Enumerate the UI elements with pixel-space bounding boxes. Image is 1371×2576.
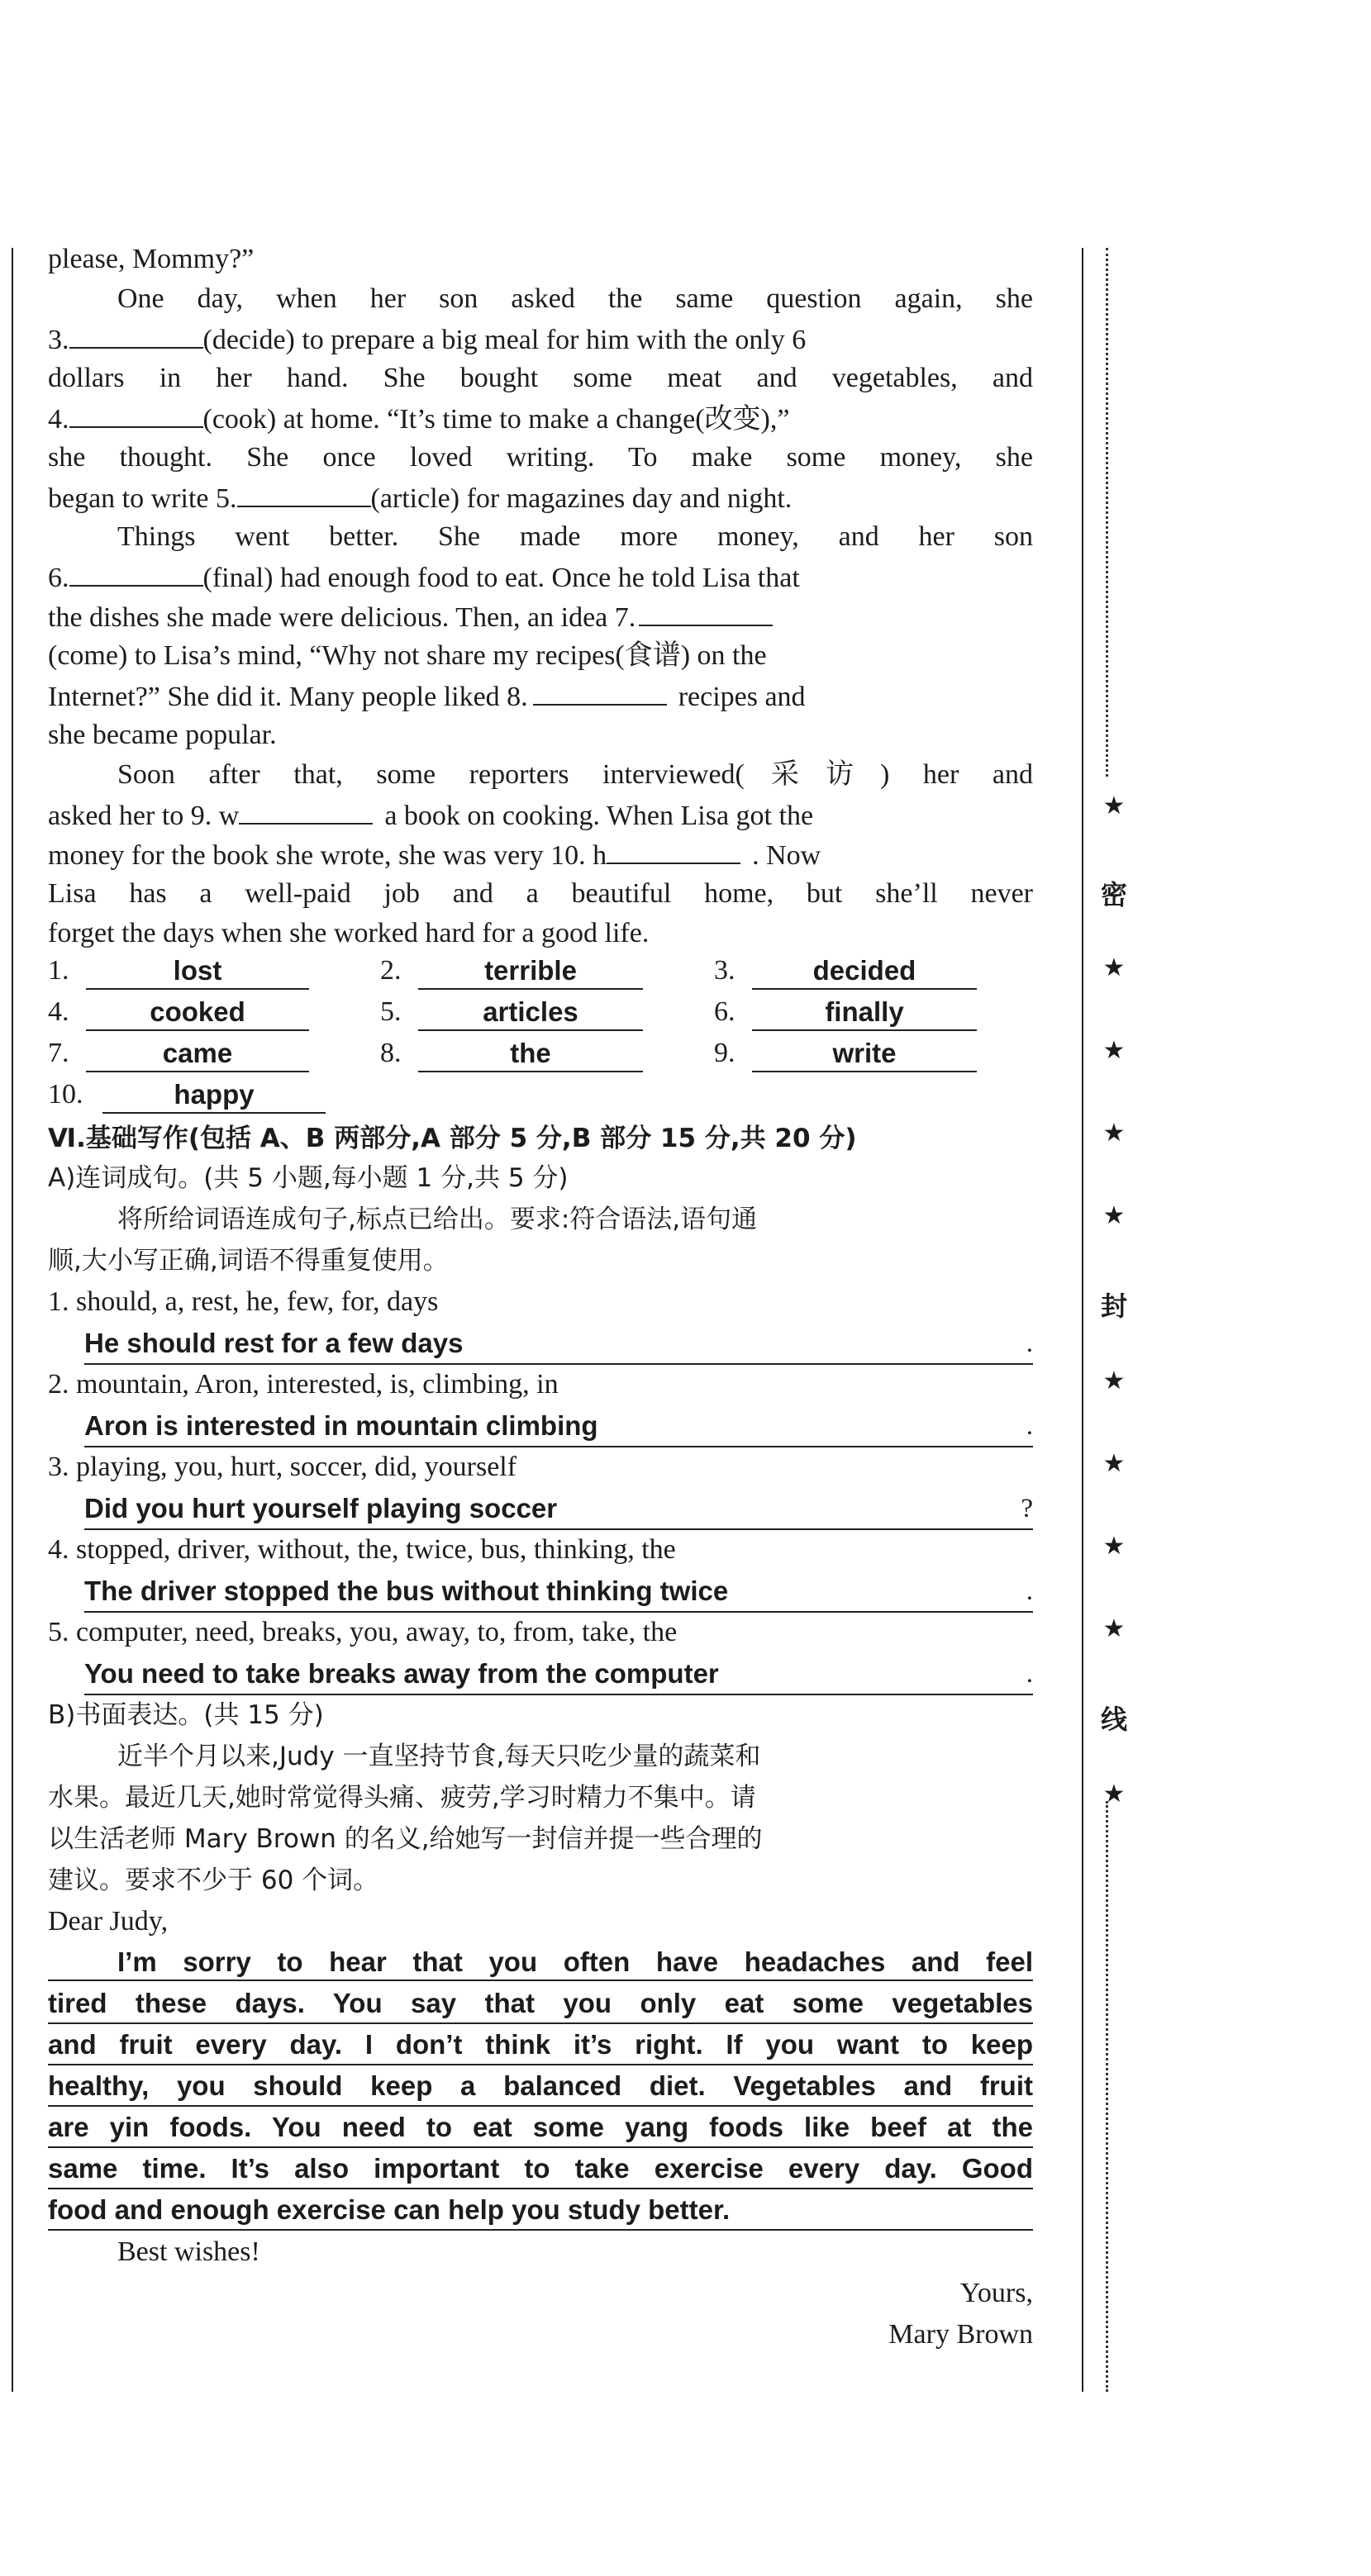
- letter-line: tired these days. You say that you only eat some vegetables: [48, 1983, 1033, 2024]
- blank-number: 6.: [48, 563, 69, 593]
- binding-mark-feng: 封: [1100, 1290, 1127, 1322]
- answer-number: 9.: [714, 1038, 735, 1068]
- question-answer: He should rest for a few days: [84, 1328, 464, 1358]
- star-icon: ★: [1102, 1201, 1126, 1230]
- blank-number: 3.: [48, 325, 69, 355]
- passage-line: One day, when her son asked the same question again, she: [117, 283, 1033, 314]
- passage-line: Soon after that, some reporters interviewed(采访) her and: [117, 759, 1033, 790]
- passage-text: money for the book she wrote, she was very 10. h: [48, 840, 607, 871]
- passage-line: she became popular.: [48, 720, 277, 750]
- letter-closing: Best wishes!: [117, 2236, 260, 2267]
- letter-line: same time. It’s also important to take exercise every day. Good: [48, 2148, 1033, 2189]
- blank-4: [69, 398, 203, 428]
- binding-dotted-line-bottom: [1106, 1801, 1108, 2392]
- right-border-line: [1082, 248, 1083, 2392]
- passage-line: [48, 319, 1033, 359]
- passage-text: recipes and: [678, 682, 806, 712]
- star-icon: ★: [1102, 1366, 1126, 1395]
- passage-line: [48, 557, 1033, 596]
- answer-box: lost: [86, 950, 309, 990]
- letter-line: and fruit every day. I don’t think it’s right. If you want to keep: [48, 2024, 1033, 2065]
- question-answer: You need to take breaks away from the computer: [84, 1658, 719, 1689]
- passage-text: Internet?” She did it. Many people liked 8.: [48, 682, 528, 712]
- star-icon: ★: [1102, 1780, 1126, 1808]
- answer-number: 1.: [48, 955, 69, 986]
- answer-box: decided: [752, 950, 977, 990]
- answer-box: happy: [102, 1074, 326, 1114]
- answer-number: 10.: [48, 1079, 83, 1110]
- question-answer: Did you hurt yourself playing soccer: [84, 1493, 558, 1523]
- answer-number: 5.: [380, 996, 402, 1027]
- answer-box: terrible: [418, 950, 643, 990]
- letter-line: are yin foods. You need to eat some yang foods like beef at the: [48, 2107, 1033, 2148]
- question-words: 4. stopped, driver, without, the, twice, bus, thinking, the: [48, 1534, 676, 1565]
- letter-greeting: Dear Judy,: [48, 1906, 169, 1937]
- passage-text: a book on cooking. When Lisa got the: [384, 801, 814, 831]
- blank-7: [639, 596, 773, 626]
- binding-dotted-line-top: [1106, 248, 1108, 777]
- letter-line: I’m sorry to hear that you often have headaches and feel: [48, 1942, 1033, 1981]
- question-answer-line: [84, 1322, 1033, 1365]
- star-icon: ★: [1102, 1532, 1126, 1561]
- blank-3: [69, 319, 203, 349]
- passage-line: (come) to Lisa’s mind, “Why not share my recipes(食谱) on the: [48, 640, 767, 671]
- passage-line: dollars in her hand. She bought some meat and vegetables, and: [48, 363, 1033, 393]
- star-icon: ★: [1102, 791, 1126, 820]
- binding-mark-mi: 密: [1100, 879, 1127, 910]
- passage-text: (article) for magazines day and night.: [370, 483, 793, 514]
- passage-text: . Now: [752, 840, 821, 871]
- part-b-prompt: 建议。要求不少于 60 个词。: [48, 1865, 379, 1895]
- passage-line: forget the days when she worked hard for a good life.: [48, 918, 650, 948]
- part-b-prompt: 近半个月以来,Judy 一直坚持节食,每天只吃少量的蔬菜和: [117, 1742, 761, 1771]
- answer-box: the: [418, 1033, 643, 1072]
- part-a-title: A)连词成句。(共 5 小题,每小题 1 分,共 5 分): [48, 1163, 569, 1193]
- question-words: 5. computer, need, breaks, you, away, to, from, take, the: [48, 1617, 678, 1647]
- passage-line: she thought. She once loved writing. To make some money, she: [48, 442, 1033, 473]
- question-answer-line: [84, 1570, 1033, 1613]
- answer-box: cooked: [86, 991, 309, 1031]
- star-icon: ★: [1102, 1036, 1126, 1065]
- question-punctuation: .: [1026, 1659, 1033, 1689]
- question-words: 3. playing, you, hurt, soccer, did, yourself: [48, 1452, 517, 1482]
- answer-row: [48, 950, 1033, 991]
- answer-box: write: [752, 1033, 977, 1072]
- answer-row: [48, 1074, 1033, 1115]
- question-answer: The driver stopped the bus without thinking twice: [84, 1576, 729, 1606]
- part-a-instruction: 顺,大小写正确,词语不得重复使用。: [48, 1246, 449, 1276]
- answer-number: 3.: [714, 955, 735, 986]
- answer-box: came: [86, 1033, 309, 1072]
- passage-text: (decide) to prepare a big meal for him with the only 6: [202, 325, 807, 355]
- part-b-prompt: 以生活老师 Mary Brown 的名义,给她写一封信并提一些合理的: [48, 1824, 763, 1854]
- passage-text: began to write 5.: [48, 483, 237, 514]
- blank-number: 4.: [48, 404, 69, 435]
- passage-line: [48, 478, 1033, 517]
- question-punctuation: .: [1026, 1328, 1033, 1358]
- question-answer-line: [84, 1404, 1033, 1447]
- question-words: 1. should, a, rest, he, few, for, days: [48, 1286, 439, 1317]
- question-punctuation: ?: [1021, 1494, 1033, 1523]
- question-punctuation: .: [1026, 1576, 1033, 1606]
- blank-9: [239, 795, 373, 825]
- question-punctuation: .: [1026, 1411, 1033, 1441]
- letter-line: healthy, you should keep a balanced diet. Vegetables and fruit: [48, 2065, 1033, 2107]
- passage-line: [48, 795, 1033, 834]
- passage-line: [48, 676, 1033, 715]
- part-b-prompt: 水果。最近几天,她时常觉得头痛、疲劳,学习时精力不集中。请: [48, 1783, 756, 1813]
- passage-text: the dishes she made were delicious. Then, an idea 7.: [48, 602, 636, 633]
- passage-line: [48, 834, 1033, 874]
- part-b-title: B)书面表达。(共 15 分): [48, 1700, 324, 1730]
- passage-line: [48, 596, 1033, 636]
- answer-number: 8.: [380, 1038, 402, 1068]
- part-a-instruction: 将所给词语连成句子,标点已给出。要求:符合语法,语句通: [117, 1205, 758, 1234]
- section-title: Ⅵ.基础写作(包括 A、B 两部分,A 部分 5 分,B 部分 15 分,共 20 分): [48, 1124, 857, 1153]
- answer-box: articles: [418, 991, 643, 1031]
- star-icon: ★: [1102, 953, 1126, 982]
- passage-line: Lisa has a well-paid job and a beautiful home, but she’ll never: [48, 878, 1033, 909]
- blank-5: [237, 478, 371, 507]
- binding-mark-xian: 线: [1100, 1704, 1127, 1735]
- passage-text: asked her to 9. w: [48, 801, 240, 831]
- star-icon: ★: [1102, 1119, 1126, 1148]
- left-border-line: [12, 248, 13, 2392]
- passage-line: Things went better. She made more money, and her son: [117, 521, 1033, 552]
- question-answer-line: [84, 1652, 1033, 1695]
- answer-number: 2.: [380, 955, 402, 986]
- blank-8: [533, 676, 667, 706]
- passage-text: (final) had enough food to eat. Once he told Lisa that: [202, 563, 800, 593]
- answer-number: 7.: [48, 1038, 69, 1068]
- answer-number: 4.: [48, 996, 69, 1027]
- letter-signature: Mary Brown: [888, 2319, 1033, 2350]
- question-words: 2. mountain, Aron, interested, is, climbing, in: [48, 1369, 559, 1400]
- passage-text: (cook) at home. “It’s time to make a change(改变),”: [202, 404, 790, 435]
- passage-line: please, Mommy?”: [48, 244, 255, 274]
- letter-yours: Yours,: [959, 2278, 1033, 2308]
- blank-10: [607, 834, 740, 864]
- star-icon: ★: [1102, 1614, 1126, 1643]
- star-icon: ★: [1102, 1449, 1126, 1478]
- answer-number: 6.: [714, 996, 735, 1027]
- answer-row: [48, 991, 1033, 1033]
- letter-line: food and enough exercise can help you study better.: [48, 2189, 1033, 2231]
- question-answer-line: [84, 1487, 1033, 1530]
- blank-6: [69, 557, 203, 587]
- question-answer: Aron is interested in mountain climbing: [84, 1410, 598, 1441]
- answer-box: finally: [752, 991, 977, 1031]
- answer-row: [48, 1033, 1033, 1074]
- passage-line: [48, 398, 1033, 438]
